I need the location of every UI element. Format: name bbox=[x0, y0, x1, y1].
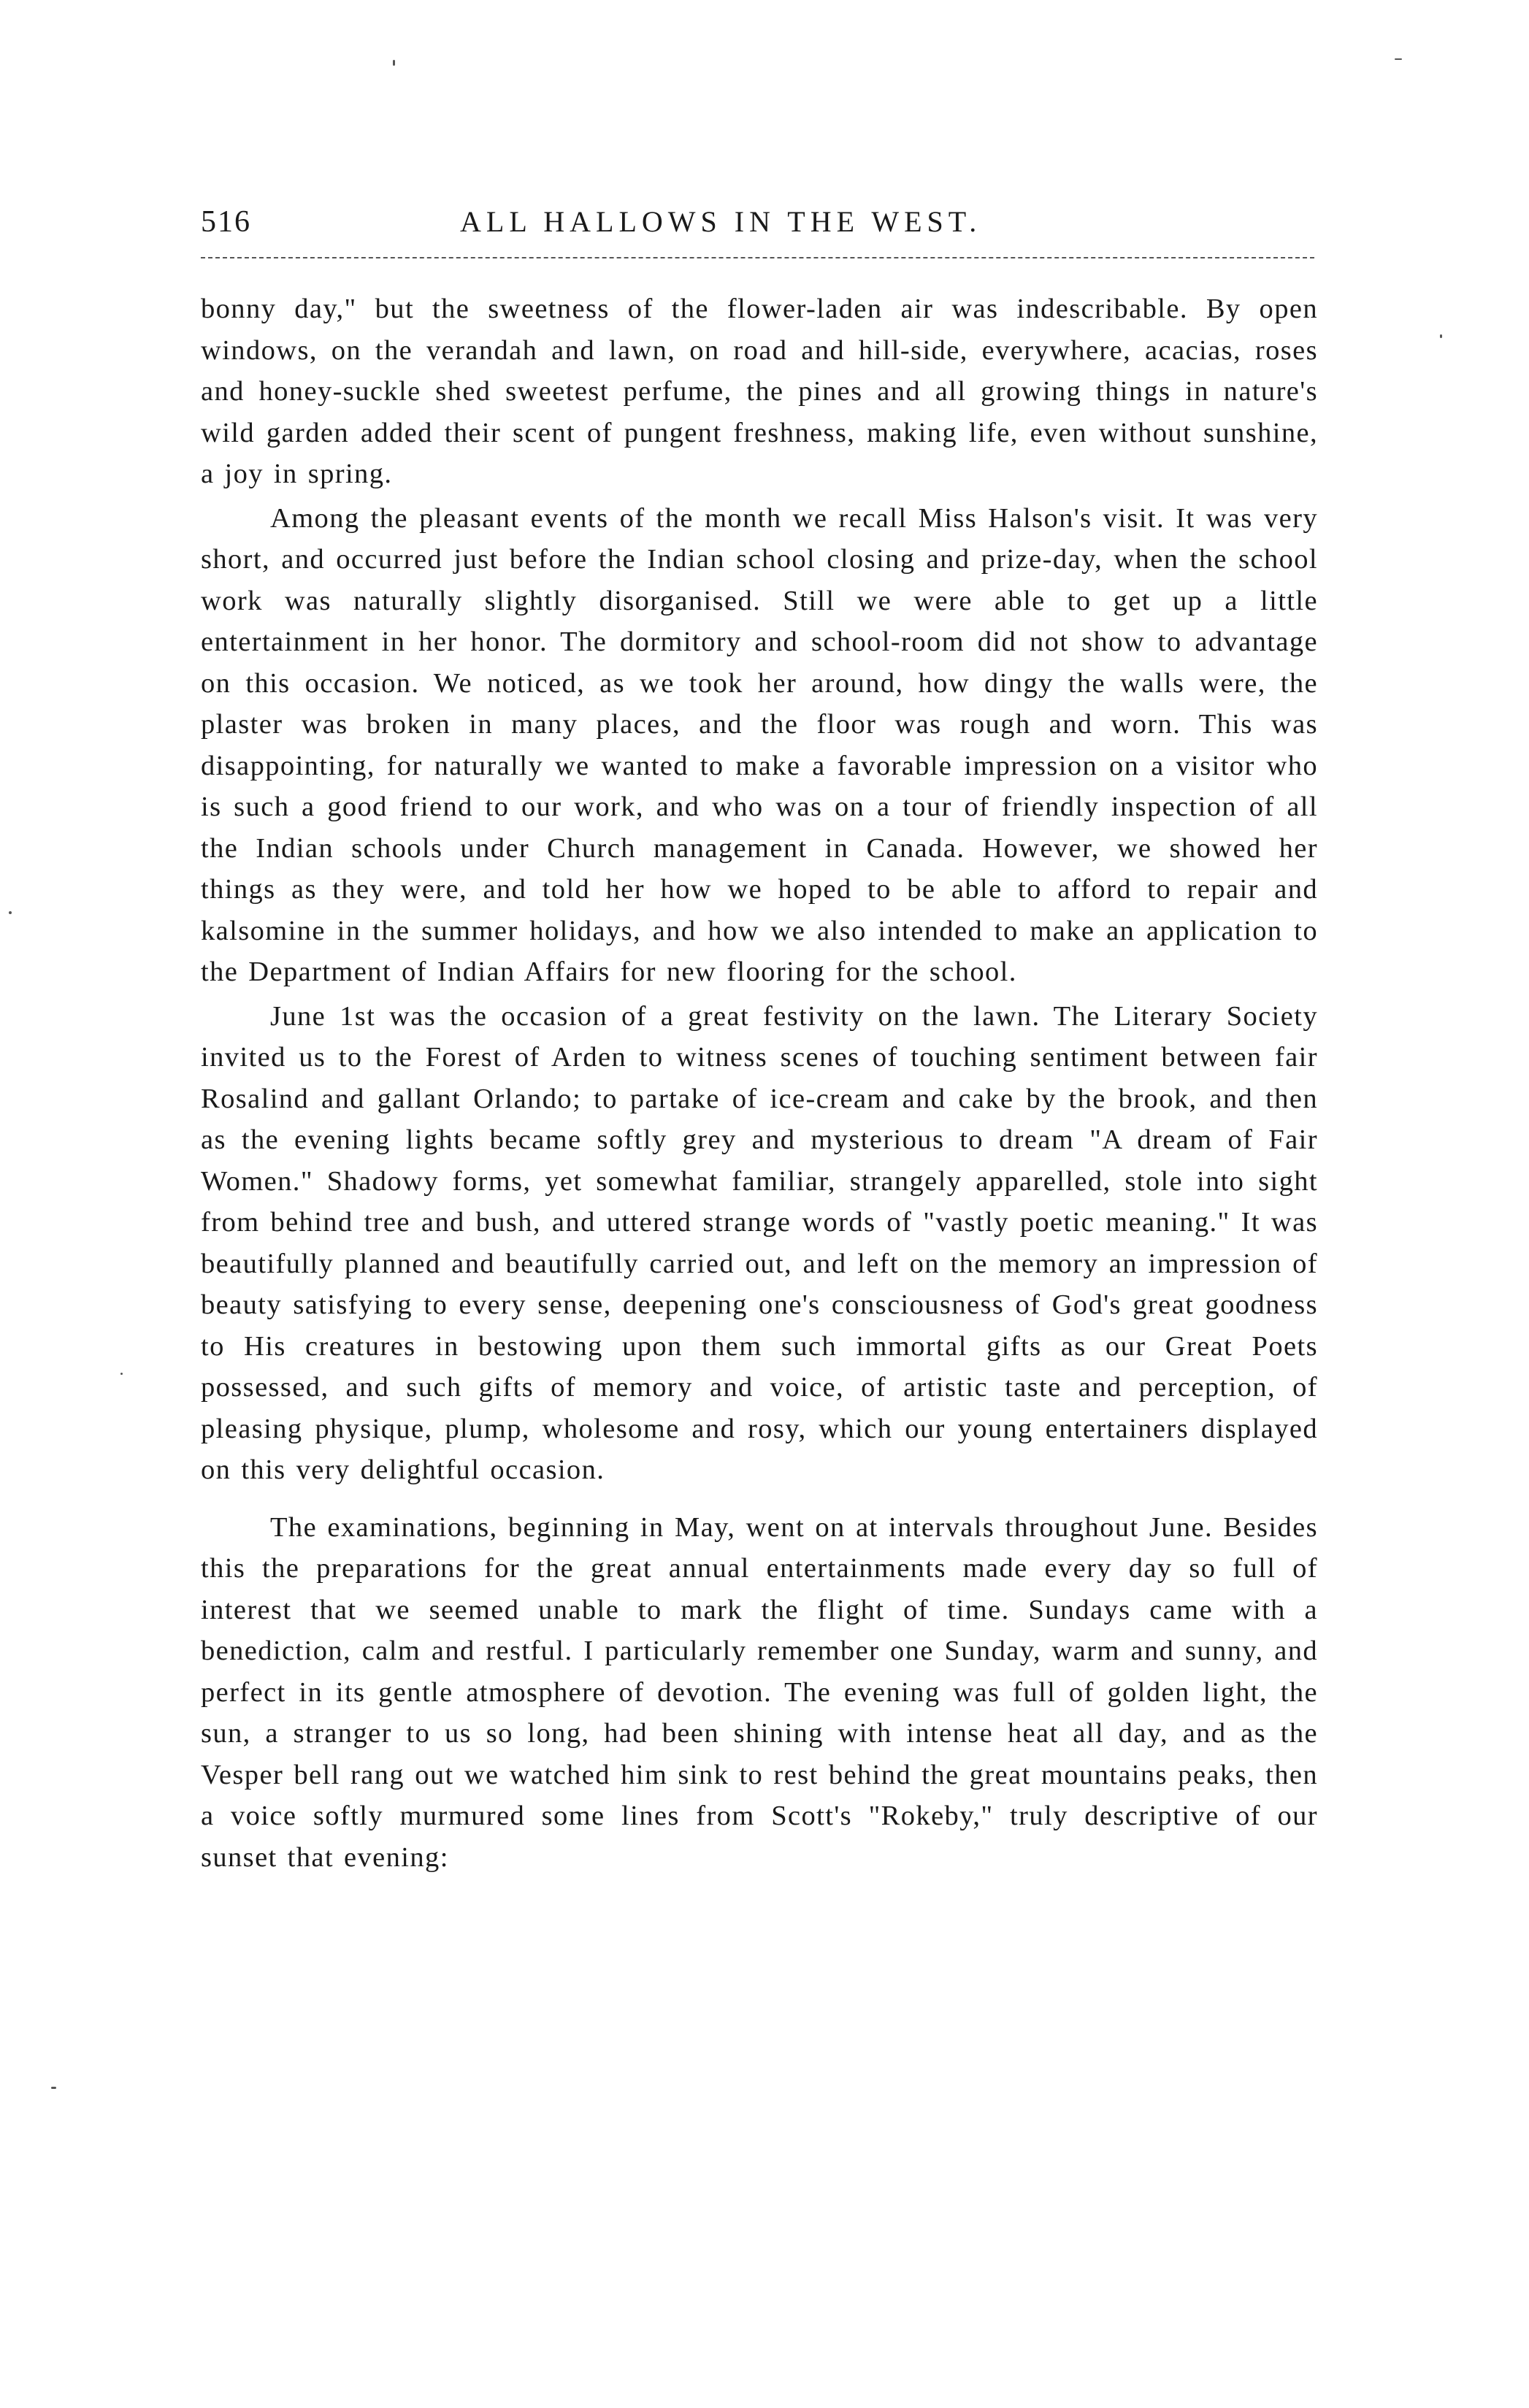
scan-speck bbox=[9, 911, 12, 914]
paragraph-continuation: bonny day," but the sweetness of the flower-laden air was indescribable. By open windows, on the verandah and lawn, on road and hill-side, everywhere, acacias, roses and honey-suckle shed sweetest perfume, the pines and all growing things in nature's wild garden added their scent of pungent freshness, making life, even without sunshine, a joy in spring. bbox=[201, 294, 1318, 489]
paragraph-examinations: The examinations, beginning in May, went on at intervals throughout June. Besides this the preparations for the great annual entertainments made every day so full of interest that we seemed unable to mark the flight of time. Sundays came with a benediction, calm and restful. I particularly remember one Sunday, warm and sunny, and perfect in its gentle atmosphere of devotion. The evening was full of golden light, the sun, a stranger to us so long, had been shining with intense heat all day, and as the Vesper bell rang out we watched him sink to rest behind the great mountains peaks, then a voice softly murmured some lines from Scott's "Rokeby," truly descriptive of our sunset that evening: bbox=[201, 1511, 1318, 1873]
paragraph-june-festivity: June 1st was the occasion of a great festivity on the lawn. The Literary Society invited us to the Forest of Arden to witness scenes of touching sentiment between fair Rosalind and gallant Orlando; to partake of ice-cream and cake by the brook, and then as the evening lights became softly grey and mysterious to dream "A dream of Fair Women." Shadowy forms, yet somewhat familiar, strangely apparelled, stole into sight from behind tree and bush, and uttered strange words of "vastly poetic meaning." It was beautifully planned and beautifully carried out, and left on the memory an impression of beauty satisfying to every sense, deepening one's consciousness of God's great goodness to His creatures in bestowing upon them such immortal gifts as our Great Poets possessed, and such gifts of memory and voice, of artistic taste and perception, of pleasing physique, plump, wholesome and rosy, which our young entertainers displayed on this very delightful occasion. bbox=[201, 1000, 1318, 1485]
scan-speck bbox=[1395, 58, 1402, 60]
scan-speck bbox=[120, 1373, 123, 1375]
paragraph-halson-visit: Among the pleasant events of the month we recall Miss Halson's visit. It was very short, and occurred just before the Indian school closing and prize-day, when the school work was naturally slightly disorganised. Still we were able to get up a little entertainment in her honor. The dormitory and school-room did not show to advantage on this occasion. We noticed, as we took her around, how dingy the walls were, the plaster was broken in many places, and the floor was rough and worn. This was disappointing, for naturally we wanted to make a favorable impression on a visitor who is such a good friend to our work, and who was on a tour of friendly inspection of all the Indian schools under Church management in Canada. However, we showed her things as they were, and told her how we hoped to be able to afford to repair and kalsomine in the summer holidays, and how we also intended to make an application to the Department of Indian Affairs for new flooring for the school. bbox=[201, 502, 1318, 987]
body-text bbox=[201, 288, 1318, 1881]
header-rule bbox=[201, 257, 1314, 258]
scan-speck bbox=[393, 60, 395, 66]
page-number: 516 bbox=[201, 205, 251, 239]
page-header bbox=[201, 204, 1311, 248]
scan-speck bbox=[1440, 334, 1442, 338]
running-title: ALL HALLOWS IN THE WEST. bbox=[460, 205, 982, 238]
scan-speck bbox=[51, 2087, 56, 2089]
